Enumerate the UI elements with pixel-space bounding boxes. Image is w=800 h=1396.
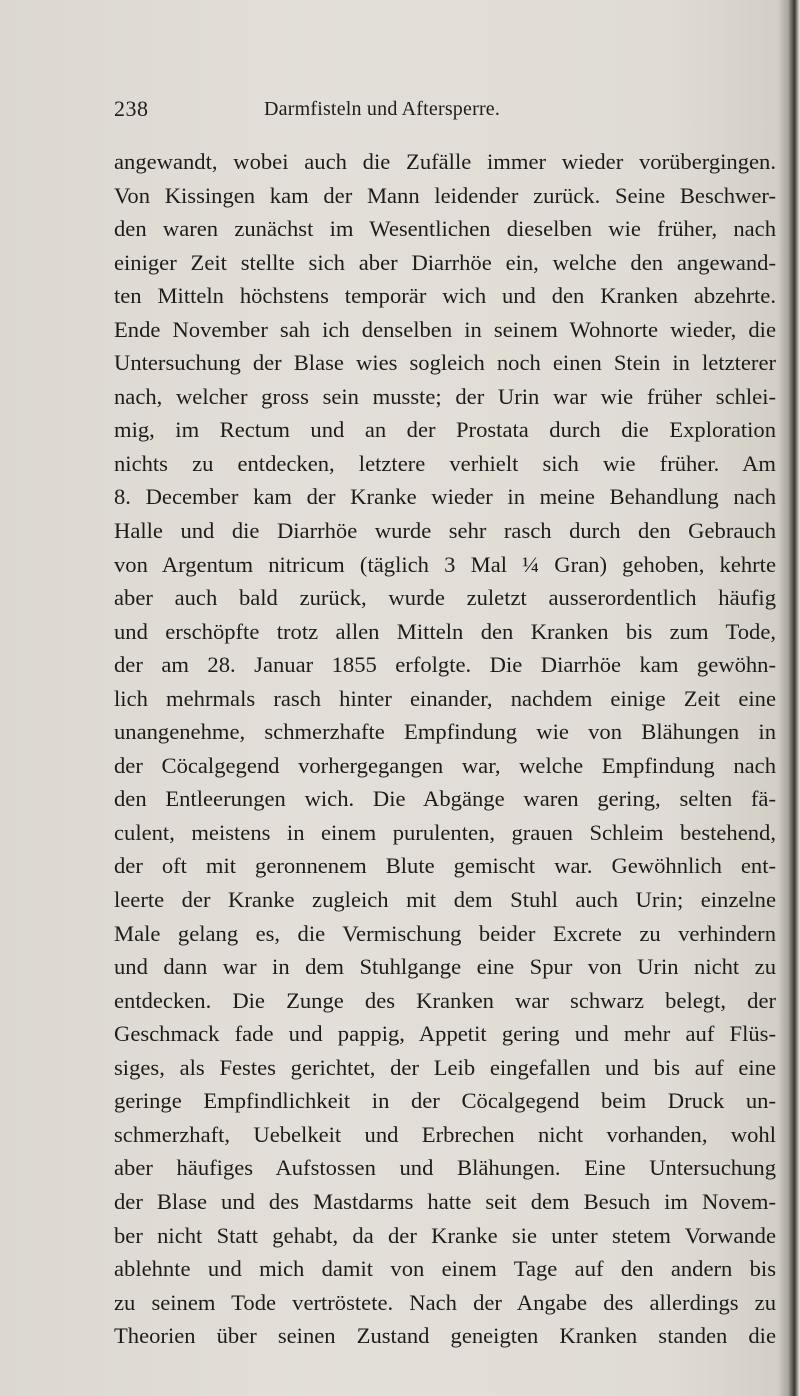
page-header	[114, 96, 674, 136]
text-line: und dann war in dem Stuhlgange eine Spur von Urin nicht zu	[114, 954, 776, 980]
text-line: culent, meistens in einem purulenten, grauen Schleim bestehend,	[114, 819, 776, 845]
text-line: geringe Empfindlichkeit in der Cöcalgegend beim Druck un-	[114, 1088, 776, 1114]
page-number: 238	[114, 96, 149, 121]
running-title: Darmfisteln und Aftersperre.	[264, 98, 501, 120]
body-text	[114, 145, 776, 1353]
page-edge-shadow	[778, 0, 800, 1396]
text-line: nichts zu entdecken, letztere verhielt sich wie früher. Am	[114, 450, 776, 476]
text-line: ten Mitteln höchstens temporär wich und den Kranken abzehrte.	[114, 283, 776, 309]
text-line: lich mehrmals rasch hinter einander, nachdem einige Zeit eine	[114, 685, 776, 711]
text-line: der Blase und des Mastdarms hatte seit dem Besuch im Novem-	[114, 1188, 776, 1214]
text-line: entdecken. Die Zunge des Kranken war schwarz belegt, der	[114, 987, 776, 1013]
text-line: den Entleerungen wich. Die Abgänge waren gering, selten fä-	[114, 786, 776, 812]
text-line: der Cöcalgegend vorhergegangen war, welche Empfindung nach	[114, 752, 776, 778]
text-line: 8. December kam der Kranke wieder in meine Behandlung nach	[114, 484, 776, 510]
text-line: aber häufiges Aufstossen und Blähungen. Eine Untersuchung	[114, 1155, 776, 1181]
text-line: schmerzhaft, Uebelkeit und Erbrechen nicht vorhanden, wohl	[114, 1121, 776, 1147]
text-line: und erschöpfte trotz allen Mitteln den Kranken bis zum Tode,	[114, 618, 776, 644]
text-line: ablehnte und mich damit von einem Tage auf den andern bis	[114, 1256, 776, 1282]
text-line: Geschmack fade und pappig, Appetit gering und mehr auf Flüs-	[114, 1021, 776, 1047]
text-line: Ende November sah ich denselben in seinem Wohnorte wieder, die	[114, 316, 776, 342]
text-line: unangenehme, schmerzhafte Empfindung wie von Blähungen in	[114, 719, 776, 745]
text-line: aber auch bald zurück, wurde zuletzt ausserordentlich häufig	[114, 585, 776, 611]
text-line: Untersuchung der Blase wies sogleich noch einen Stein in letzterer	[114, 350, 776, 376]
text-line: Theorien über seinen Zustand geneigten Kranken standen die	[114, 1323, 776, 1349]
text-line: Male gelang es, die Vermischung beider Excrete zu verhindern	[114, 920, 776, 946]
text-line: den waren zunächst im Wesentlichen dieselben wie früher, nach	[114, 216, 776, 242]
text-line: von Argentum nitricum (täglich 3 Mal ¼ Gran) gehoben, kehrte	[114, 551, 776, 577]
text-line: siges, als Festes gerichtet, der Leib eingefallen und bis auf eine	[114, 1054, 776, 1080]
text-line: mig, im Rectum und an der Prostata durch die Exploration	[114, 417, 776, 443]
text-line: Von Kissingen kam der Mann leidender zurück. Seine Beschwer-	[114, 182, 776, 208]
text-line: Halle und die Diarrhöe wurde sehr rasch durch den Gebrauch	[114, 518, 776, 544]
text-line: nach, welcher gross sein musste; der Urin war wie früher schlei-	[114, 383, 776, 409]
text-line: der am 28. Januar 1855 erfolgte. Die Diarrhöe kam gewöhn-	[114, 652, 776, 678]
text-line: einiger Zeit stellte sich aber Diarrhöe ein, welche den angewand-	[114, 249, 776, 275]
text-line: der oft mit geronnenem Blute gemischt war. Gewöhnlich ent-	[114, 853, 776, 879]
text-line: angewandt, wobei auch die Zufälle immer wieder vorübergingen.	[114, 149, 776, 174]
text-line: zu seinem Tode vertröstete. Nach der Angabe des allerdings zu	[114, 1289, 776, 1315]
text-line: ber nicht Statt gehabt, da der Kranke sie unter stetem Vorwande	[114, 1222, 776, 1248]
text-line: leerte der Kranke zugleich mit dem Stuhl auch Urin; einzelne	[114, 887, 776, 913]
